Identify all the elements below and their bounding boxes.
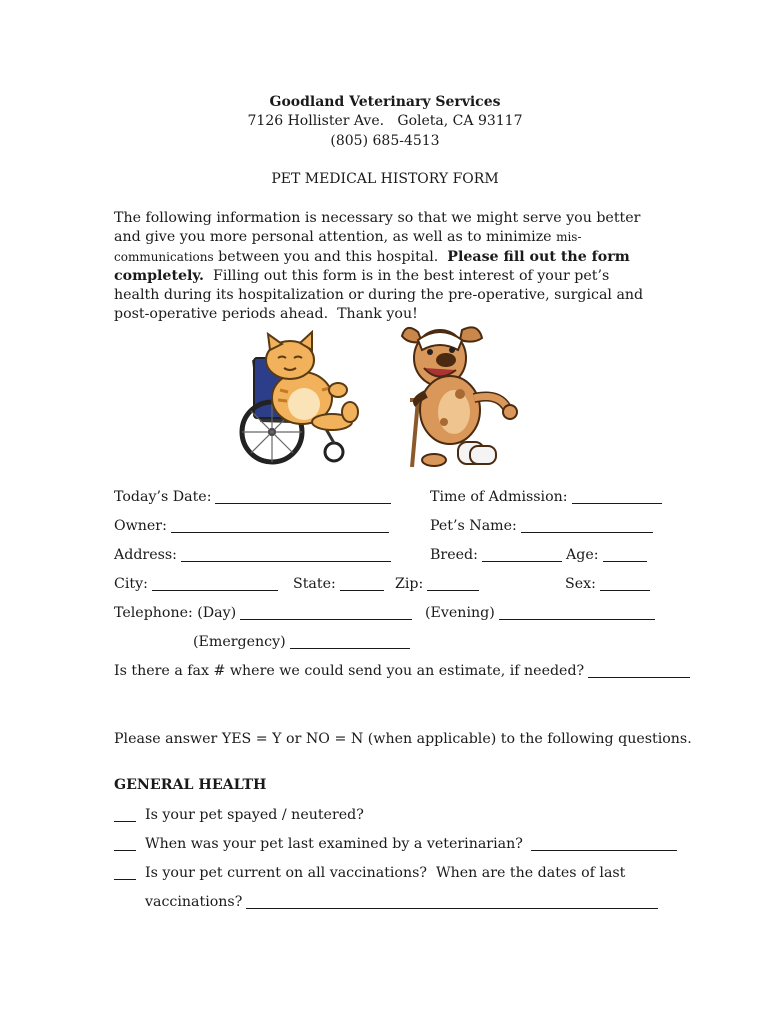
todays-date-field[interactable] bbox=[114, 487, 391, 507]
city-label: City: bbox=[114, 576, 148, 592]
telephone-emergency-line[interactable] bbox=[290, 633, 410, 649]
zip-label: Zip: bbox=[395, 576, 424, 592]
breed-line[interactable] bbox=[482, 546, 562, 562]
question-row bbox=[114, 805, 364, 825]
telephone-day-line[interactable] bbox=[240, 604, 412, 620]
breed-field[interactable] bbox=[430, 545, 562, 565]
question-row bbox=[114, 863, 625, 883]
breed-label: Breed: bbox=[430, 547, 478, 563]
form-title: PET MEDICAL HISTORY FORM bbox=[271, 171, 499, 187]
intro-paragraph bbox=[114, 209, 659, 325]
answer-blank[interactable] bbox=[114, 806, 136, 822]
pets-name-label: Pet’s Name: bbox=[430, 518, 517, 534]
sex-label: Sex: bbox=[565, 576, 596, 592]
owner-line[interactable] bbox=[171, 517, 389, 533]
telephone-evening-line[interactable] bbox=[499, 604, 655, 620]
todays-date-label: Today’s Date: bbox=[114, 489, 212, 505]
dog-crutch-illustration bbox=[400, 322, 522, 472]
intro-bold-text: Please fill out the form completely. bbox=[114, 248, 630, 284]
city-field[interactable] bbox=[114, 574, 278, 594]
telephone-evening-label: (Evening) bbox=[425, 605, 495, 621]
state-line[interactable] bbox=[340, 575, 384, 591]
answer-line[interactable] bbox=[531, 835, 677, 851]
telephone-evening-field[interactable] bbox=[425, 603, 655, 623]
instructions-text: Please answer YES = Y or NO = N (when applicable) to the following questions. bbox=[114, 731, 692, 747]
todays-date-line[interactable] bbox=[215, 488, 391, 504]
fax-question-label: Is there a fax # where we could send you an estimate, if needed? bbox=[114, 663, 585, 679]
sex-field[interactable] bbox=[565, 574, 650, 594]
sex-line[interactable] bbox=[600, 575, 650, 591]
clinic-phone: (805) 685-4513 bbox=[330, 133, 440, 149]
address-field[interactable] bbox=[114, 545, 391, 565]
address-label: Address: bbox=[114, 547, 177, 563]
question-continuation-row bbox=[145, 892, 658, 912]
vaccination-dates-line[interactable] bbox=[246, 893, 658, 909]
clinic-address: 7126 Hollister Ave. Goleta, CA 93117 bbox=[247, 113, 523, 129]
owner-label: Owner: bbox=[114, 518, 167, 534]
age-label: Age: bbox=[566, 547, 599, 563]
intro-text-small: mis-communications bbox=[114, 230, 582, 264]
zip-field[interactable] bbox=[395, 574, 479, 594]
zip-line[interactable] bbox=[427, 575, 479, 591]
question-row bbox=[114, 834, 677, 854]
question-continuation-text: vaccinations? bbox=[145, 894, 243, 910]
answer-blank[interactable] bbox=[114, 864, 136, 880]
general-health-heading: GENERAL HEALTH bbox=[114, 777, 267, 793]
city-line[interactable] bbox=[152, 575, 278, 591]
intro-text-3: Filling out this form is in the best interest of your pet’s health during its hospitalization or during the pre-operative, surgical and post-operative periods ahead. Thank you! bbox=[114, 267, 648, 323]
clinic-name: Goodland Veterinary Services bbox=[269, 94, 501, 110]
question-text: When was your pet last examined by a veterinarian? bbox=[145, 836, 523, 852]
fax-question-field[interactable] bbox=[114, 661, 690, 681]
age-line[interactable] bbox=[603, 546, 647, 562]
answer-blank[interactable] bbox=[114, 835, 136, 851]
age-field[interactable] bbox=[566, 545, 647, 565]
pets-name-line[interactable] bbox=[521, 517, 653, 533]
fax-answer-line[interactable] bbox=[588, 662, 690, 678]
cat-wheelchair-illustration bbox=[232, 330, 364, 470]
pets-name-field[interactable] bbox=[430, 516, 653, 536]
address-line[interactable] bbox=[181, 546, 391, 562]
intro-text-1: The following information is necessary so that we might serve you better and give you more personal attention, as well as to minimize bbox=[114, 210, 641, 246]
state-label: State: bbox=[293, 576, 336, 592]
telephone-emergency-label: (Emergency) bbox=[193, 634, 286, 650]
telephone-day-label: Telephone: (Day) bbox=[114, 605, 237, 621]
owner-field[interactable] bbox=[114, 516, 389, 536]
question-text: Is your pet current on all vaccinations? When are the dates of last bbox=[145, 865, 626, 881]
time-of-admission-line[interactable] bbox=[572, 488, 662, 504]
state-field[interactable] bbox=[293, 574, 384, 594]
time-of-admission-label: Time of Admission: bbox=[430, 489, 568, 505]
telephone-emergency-field[interactable] bbox=[193, 632, 410, 652]
question-text: Is your pet spayed / neutered? bbox=[145, 807, 364, 823]
time-of-admission-field[interactable] bbox=[430, 487, 662, 507]
intro-text-2: between you and this hospital. bbox=[213, 248, 448, 265]
telephone-day-field[interactable] bbox=[114, 603, 412, 623]
